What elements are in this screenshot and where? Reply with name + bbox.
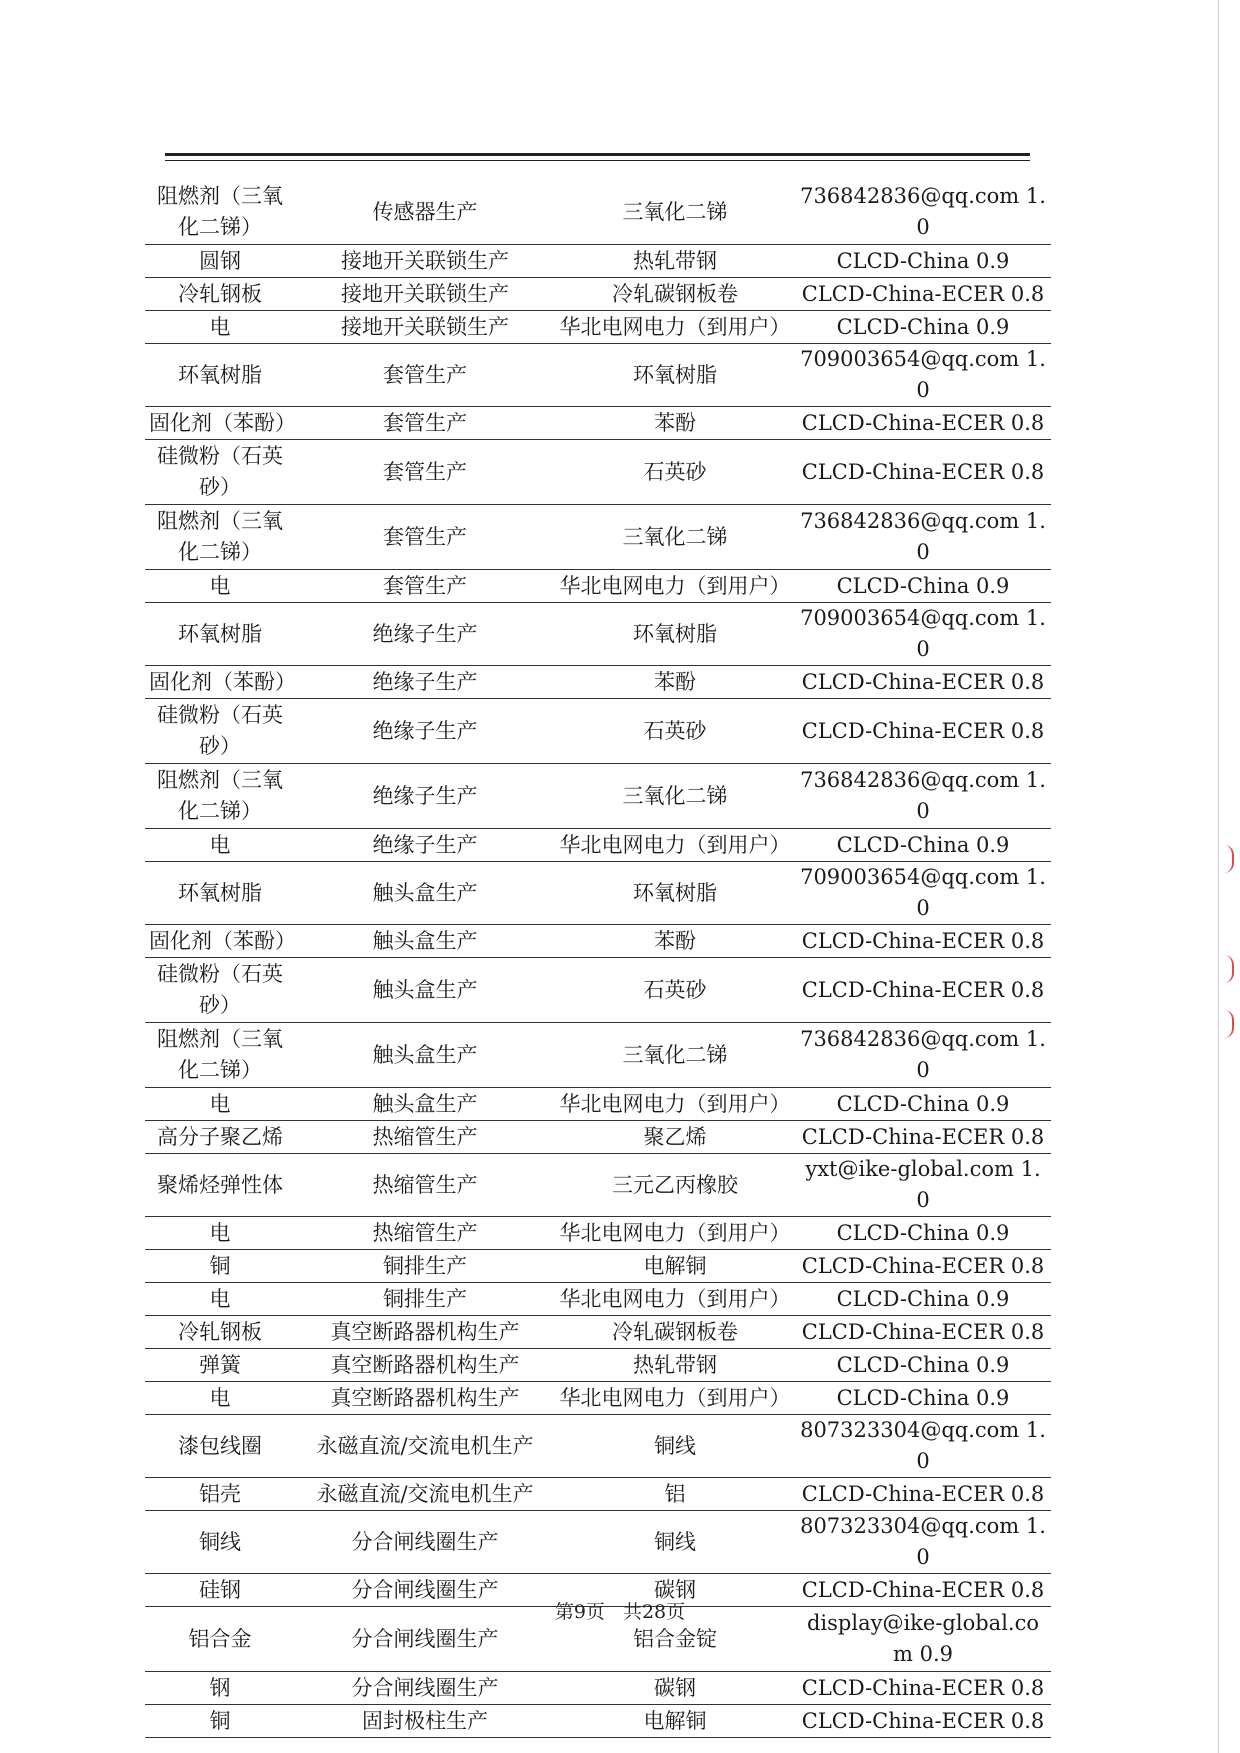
- dataset-cell: 三氧化二锑: [555, 1023, 795, 1088]
- table-row: [145, 1415, 1051, 1478]
- process-cell: 分合闸线圈生产: [295, 1574, 555, 1607]
- source-cell: 709003654@qq.com 1.0: [795, 862, 1051, 925]
- source-cell: CLCD-China-ECER 0.8: [795, 407, 1051, 440]
- table-row: [145, 1511, 1051, 1574]
- process-cell: 绝缘子生产: [295, 699, 555, 764]
- material-cell: 阻燃剂（三氧化二锑）: [145, 505, 295, 570]
- dataset-cell: 聚乙烯: [555, 1121, 795, 1154]
- process-cell: 固封极柱生产: [295, 1705, 555, 1738]
- source-cell: CLCD-China 0.9: [795, 1283, 1051, 1316]
- page-edge-line: [1218, 0, 1219, 1753]
- dataset-cell: 三氧化二锑: [555, 764, 795, 829]
- table-row: [145, 666, 1051, 699]
- material-cell: 漆包线圈: [145, 1415, 295, 1478]
- table-row: [145, 925, 1051, 958]
- dataset-cell: 热轧带钢: [555, 1349, 795, 1382]
- page-footer: [0, 1597, 1240, 1624]
- table-row: [145, 764, 1051, 829]
- dataset-cell: 苯酚: [555, 407, 795, 440]
- source-cell: CLCD-China 0.9: [795, 1217, 1051, 1250]
- process-cell: 触头盒生产: [295, 1023, 555, 1088]
- dataset-cell: 环氧树脂: [555, 344, 795, 407]
- dataset-cell: 华北电网电力（到用户）: [555, 311, 795, 344]
- process-cell: 热缩管生产: [295, 1217, 555, 1250]
- dataset-cell: 热轧带钢: [555, 245, 795, 278]
- material-cell: 圆钢: [145, 245, 295, 278]
- material-cell: 电: [145, 570, 295, 603]
- process-cell: 分合闸线圈生产: [295, 1672, 555, 1705]
- dataset-cell: 三元乙丙橡胶: [555, 1154, 795, 1217]
- page-total: 共28页: [622, 1601, 686, 1623]
- material-cell: 钢: [145, 1672, 295, 1705]
- process-cell: 热缩管生产: [295, 1121, 555, 1154]
- process-cell: 套管生产: [295, 440, 555, 505]
- material-cell: 阻燃剂（三氧化二锑）: [145, 764, 295, 829]
- table-row: [145, 862, 1051, 925]
- material-cell: 硅钢: [145, 1574, 295, 1607]
- process-cell: 传感器生产: [295, 180, 555, 245]
- process-cell: 真空断路器机构生产: [295, 1349, 555, 1382]
- data-table-container: [145, 180, 1051, 1738]
- table-row: [145, 1349, 1051, 1382]
- process-cell: 套管生产: [295, 344, 555, 407]
- source-cell: CLCD-China-ECER 0.8: [795, 1316, 1051, 1349]
- table-row: [145, 440, 1051, 505]
- table-row: [145, 1023, 1051, 1088]
- source-cell: CLCD-China-ECER 0.8: [795, 925, 1051, 958]
- material-cell: 阻燃剂（三氧化二锑）: [145, 1023, 295, 1088]
- source-cell: 709003654@qq.com 1.0: [795, 344, 1051, 407]
- material-cell: 电: [145, 311, 295, 344]
- source-cell: yxt@ike-global.com 1.0: [795, 1154, 1051, 1217]
- dataset-cell: 铝: [555, 1478, 795, 1511]
- material-cell: 冷轧钢板: [145, 278, 295, 311]
- process-cell: 套管生产: [295, 505, 555, 570]
- header-rule: [165, 153, 1030, 156]
- process-cell: 触头盒生产: [295, 925, 555, 958]
- source-cell: 736842836@qq.com 1.0: [795, 180, 1051, 245]
- material-cell: 固化剂（苯酚）: [145, 925, 295, 958]
- dataset-cell: 三氧化二锑: [555, 180, 795, 245]
- table-row: [145, 1478, 1051, 1511]
- material-cell: 环氧树脂: [145, 603, 295, 666]
- dataset-cell: 华北电网电力（到用户）: [555, 1382, 795, 1415]
- material-cell: 硅微粉（石英砂）: [145, 699, 295, 764]
- dataset-cell: 华北电网电力（到用户）: [555, 829, 795, 862]
- source-cell: CLCD-China-ECER 0.8: [795, 699, 1051, 764]
- table-row: [145, 1088, 1051, 1121]
- source-cell: CLCD-China 0.9: [795, 311, 1051, 344]
- source-cell: 736842836@qq.com 1.0: [795, 764, 1051, 829]
- dataset-cell: 铜线: [555, 1415, 795, 1478]
- source-cell: CLCD-China-ECER 0.8: [795, 1478, 1051, 1511]
- dataset-cell: 碳钢: [555, 1672, 795, 1705]
- material-cell: 环氧树脂: [145, 862, 295, 925]
- process-cell: 套管生产: [295, 407, 555, 440]
- source-cell: CLCD-China-ECER 0.8: [795, 1672, 1051, 1705]
- stamp-mark: [1218, 955, 1234, 983]
- table-row: [145, 278, 1051, 311]
- table-row: [145, 1154, 1051, 1217]
- source-cell: CLCD-China-ECER 0.8: [795, 1121, 1051, 1154]
- source-cell: CLCD-China-ECER 0.8: [795, 440, 1051, 505]
- dataset-cell: 石英砂: [555, 440, 795, 505]
- table-row: [145, 958, 1051, 1023]
- table-row: [145, 311, 1051, 344]
- table-row: [145, 180, 1051, 245]
- dataset-cell: 华北电网电力（到用户）: [555, 570, 795, 603]
- material-cell: 铜: [145, 1250, 295, 1283]
- material-cell: 硅微粉（石英砂）: [145, 440, 295, 505]
- table-row: [145, 1283, 1051, 1316]
- table-row: [145, 1672, 1051, 1705]
- process-cell: 热缩管生产: [295, 1154, 555, 1217]
- source-cell: CLCD-China 0.9: [795, 245, 1051, 278]
- stamp-mark: [1218, 1010, 1234, 1038]
- table-row: [145, 1705, 1051, 1738]
- header-rule-thin: [165, 160, 1030, 161]
- dataset-cell: 华北电网电力（到用户）: [555, 1283, 795, 1316]
- dataset-cell: 铜线: [555, 1511, 795, 1574]
- dataset-cell: 石英砂: [555, 958, 795, 1023]
- source-cell: CLCD-China-ECER 0.8: [795, 1705, 1051, 1738]
- process-cell: 套管生产: [295, 570, 555, 603]
- source-cell: CLCD-China 0.9: [795, 829, 1051, 862]
- data-table: [145, 180, 1051, 1738]
- process-cell: 触头盒生产: [295, 958, 555, 1023]
- source-cell: 736842836@qq.com 1.0: [795, 1023, 1051, 1088]
- dataset-cell: 苯酚: [555, 925, 795, 958]
- process-cell: 触头盒生产: [295, 1088, 555, 1121]
- process-cell: 绝缘子生产: [295, 829, 555, 862]
- process-cell: 接地开关联锁生产: [295, 278, 555, 311]
- material-cell: 环氧树脂: [145, 344, 295, 407]
- table-body: [145, 180, 1051, 1738]
- source-cell: CLCD-China 0.9: [795, 1349, 1051, 1382]
- source-cell: 709003654@qq.com 1.0: [795, 603, 1051, 666]
- source-cell: 807323304@qq.com 1.0: [795, 1415, 1051, 1478]
- process-cell: 永磁直流/交流电机生产: [295, 1478, 555, 1511]
- dataset-cell: 电解铜: [555, 1250, 795, 1283]
- material-cell: 铝壳: [145, 1478, 295, 1511]
- dataset-cell: 环氧树脂: [555, 603, 795, 666]
- dataset-cell: 环氧树脂: [555, 862, 795, 925]
- table-row: [145, 1121, 1051, 1154]
- dataset-cell: 三氧化二锑: [555, 505, 795, 570]
- material-cell: 铜: [145, 1705, 295, 1738]
- table-row: [145, 1316, 1051, 1349]
- source-cell: CLCD-China 0.9: [795, 1382, 1051, 1415]
- process-cell: 铜排生产: [295, 1250, 555, 1283]
- material-cell: 弹簧: [145, 1349, 295, 1382]
- source-cell: CLCD-China 0.9: [795, 570, 1051, 603]
- material-cell: 硅微粉（石英砂）: [145, 958, 295, 1023]
- source-cell: 807323304@qq.com 1.0: [795, 1511, 1051, 1574]
- table-row: [145, 1217, 1051, 1250]
- table-row: [145, 245, 1051, 278]
- dataset-cell: 华北电网电力（到用户）: [555, 1217, 795, 1250]
- stamp-mark: [1218, 845, 1234, 873]
- source-cell: 736842836@qq.com 1.0: [795, 505, 1051, 570]
- material-cell: 电: [145, 1088, 295, 1121]
- dataset-cell: 铝合金锭: [555, 1607, 795, 1672]
- process-cell: 永磁直流/交流电机生产: [295, 1415, 555, 1478]
- process-cell: 分合闸线圈生产: [295, 1511, 555, 1574]
- source-cell: CLCD-China-ECER 0.8: [795, 1574, 1051, 1607]
- process-cell: 接地开关联锁生产: [295, 245, 555, 278]
- material-cell: 阻燃剂（三氧化二锑）: [145, 180, 295, 245]
- table-row: [145, 1250, 1051, 1283]
- source-cell: CLCD-China-ECER 0.8: [795, 1250, 1051, 1283]
- table-row: [145, 570, 1051, 603]
- material-cell: 电: [145, 1217, 295, 1250]
- material-cell: 固化剂（苯酚）: [145, 407, 295, 440]
- process-cell: 真空断路器机构生产: [295, 1382, 555, 1415]
- source-cell: display@ike-global.com 0.9: [795, 1607, 1051, 1672]
- material-cell: 电: [145, 829, 295, 862]
- source-cell: CLCD-China-ECER 0.8: [795, 958, 1051, 1023]
- page-number: 第9页: [554, 1601, 605, 1623]
- material-cell: 聚烯烃弹性体: [145, 1154, 295, 1217]
- dataset-cell: 冷轧碳钢板卷: [555, 278, 795, 311]
- dataset-cell: 冷轧碳钢板卷: [555, 1316, 795, 1349]
- dataset-cell: 石英砂: [555, 699, 795, 764]
- material-cell: 铜线: [145, 1511, 295, 1574]
- source-cell: CLCD-China 0.9: [795, 1088, 1051, 1121]
- process-cell: 绝缘子生产: [295, 603, 555, 666]
- table-row: [145, 344, 1051, 407]
- table-row: [145, 699, 1051, 764]
- table-row: [145, 829, 1051, 862]
- table-row: [145, 505, 1051, 570]
- source-cell: CLCD-China-ECER 0.8: [795, 666, 1051, 699]
- process-cell: 绝缘子生产: [295, 764, 555, 829]
- table-row: [145, 1382, 1051, 1415]
- process-cell: 触头盒生产: [295, 862, 555, 925]
- process-cell: 真空断路器机构生产: [295, 1316, 555, 1349]
- process-cell: 接地开关联锁生产: [295, 311, 555, 344]
- table-row: [145, 407, 1051, 440]
- process-cell: 绝缘子生产: [295, 666, 555, 699]
- dataset-cell: 苯酚: [555, 666, 795, 699]
- process-cell: 铜排生产: [295, 1283, 555, 1316]
- material-cell: 电: [145, 1382, 295, 1415]
- dataset-cell: 碳钢: [555, 1574, 795, 1607]
- dataset-cell: 电解铜: [555, 1705, 795, 1738]
- table-row: [145, 603, 1051, 666]
- process-cell: 分合闸线圈生产: [295, 1607, 555, 1672]
- material-cell: 固化剂（苯酚）: [145, 666, 295, 699]
- material-cell: 高分子聚乙烯: [145, 1121, 295, 1154]
- material-cell: 电: [145, 1283, 295, 1316]
- material-cell: 铝合金: [145, 1607, 295, 1672]
- source-cell: CLCD-China-ECER 0.8: [795, 278, 1051, 311]
- material-cell: 冷轧钢板: [145, 1316, 295, 1349]
- dataset-cell: 华北电网电力（到用户）: [555, 1088, 795, 1121]
